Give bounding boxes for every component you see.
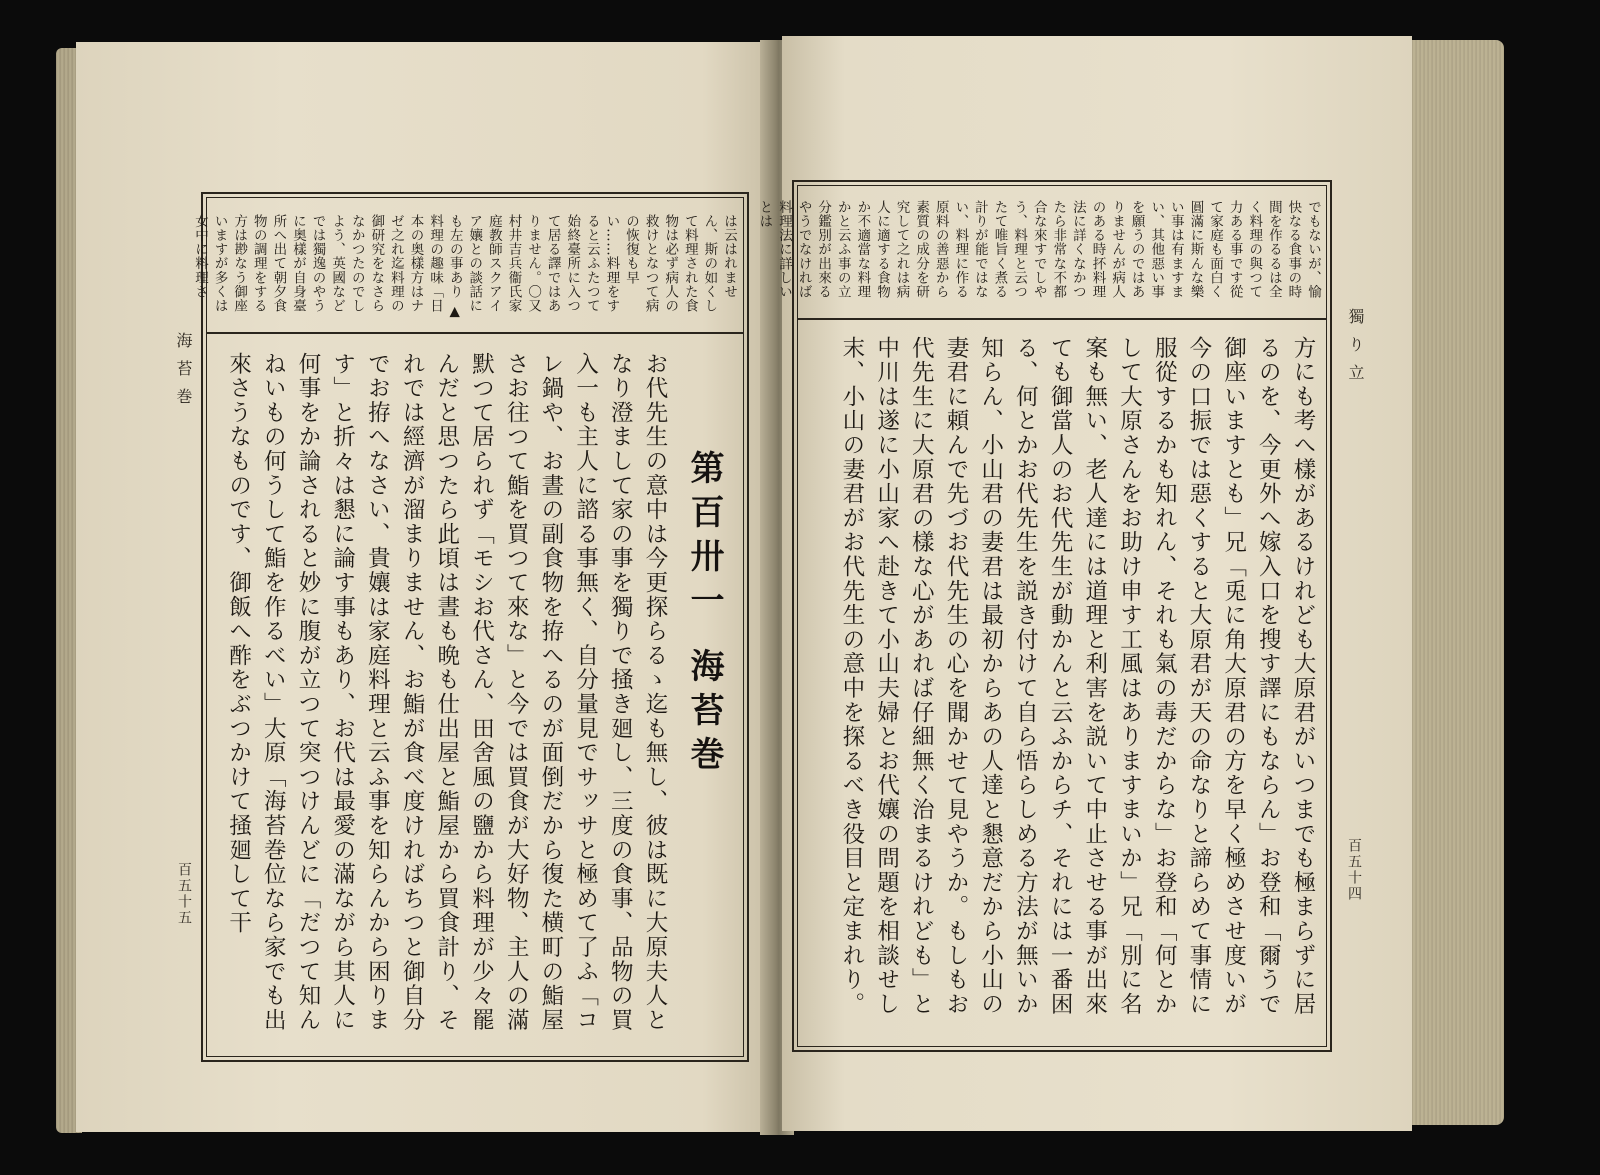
left-page [76, 42, 772, 1132]
right-notes-text: でもないが、愉快なる食事の時間を作るるは全く料理の與つて力ある事です從て家庭も面白く圓滿に斯んな樂い事は有ますまい、其他惡い事を願うのではありませんが病人のある時抔料理法に詳くなかつたら非常な不都合な來すでしやう、料理と云つたて唯旨く煮る計りが能ではない、料理に作る原料の善惡から素質の成分を研究して之れは病人に適する食物か不適當な料理かと云ふ事の立分鑑別が出來るやうでなければ料理法に詳しいとは [756, 200, 1321, 299]
right-notes-divider [797, 318, 1327, 320]
right-running-title: 獨り立 [1346, 308, 1365, 392]
left-notes-text: は云はれません、斯の如くして料理された食物は必ず病人の救けとなつて病の恢復も早い……料理をすると云ふたつて始終臺所に入つて居る譯ではありません。〇又村井吉兵衞氏家庭教師スクアイア孃との談話にも左の事あり ▲料理の趣味「日本の奥樣方はナゼ之れ迄料理の御研究をなさらなかつたのでしよう、英國などでは獨逸のやうに奥樣が自身臺所へ出て朝夕食物の調理をする方は尠なう御座いますが多くは女中に料理さ [191, 214, 737, 321]
left-running-title: 海苔巻 [174, 332, 193, 416]
left-notes-divider [206, 332, 744, 334]
right-page-number: 百五十四 [1346, 838, 1362, 902]
left-page-number: 百五十五 [176, 862, 192, 926]
right-body-text: 方にも考へ樣があるけれども大原君がいつまでも極まらずに居るのを、今更外へ嫁入口を搜す譯にもならん」お登和「爾うで御座いますとも」兄「兎に角大原君の方を早く極めさせ度いが今の口振では惡くすると大原君が天の命なりと諦らめて事情に服從するかも知れん、それも氣の毒だからな」お登和「何とかして大原さんをお助け申す工風はありますまいか」兄「別に名案も無い、老人達には道理と利害を説いて中止させる事が出來ても御當人のお代先生が動かんと云ふからチ、それには一番困る、何とかお代先生を説き付けて自ら悟らしめる方法が無いか知らん、小山君の妻君は最初からあの人達と懇意だから小山の妻君に頼んで先づお代先生の心を聞かせて見やうか。もしもお代先生に大原君の樣な心があれば仔細無く治まるけれども」と中川は遂に小山家へ赴きて小山夫婦とお代孃の問題を相談せし末、小山の妻君がお代先生の意中を探るべき役目と定まれり。 [838, 336, 1316, 1017]
right-page-edges [1408, 40, 1504, 1125]
right-page [756, 36, 1412, 1131]
left-body-text: お代先生の意中は今更探らるゝ迄も無し、彼は既に大原夫人となり澄まして家の事を獨りで掻き廻し、三度の食事、品物の買入一も主人に諮る事無く、自分量見でサッサと極めて了ふ「コレ鍋や、お晝の副食物を拵へるのが面倒だから復た横町の鮨屋さお往つて鮨を買つて來な」と今では買食が大好物、主人の滿默つて居られず「モシお代さん、田舍風の鹽から料理が少々罷んだと思つたら此頃は晝も晩も仕出屋と鮨屋から買食計り、それでは經濟が溜まりません、お鮨が食べ度ければちつと御自分でお拵へなさい、貴孃は家庭料理と云ふ事を知らんから困ります」と折々は懇に論す事もあり、お代は最愛の滿ながら其人に何事をか論されると妙に腹が立つて突つけんどに「だつて知んねいもの何うして鮨を作るべい」大原「海苔巻位なら家でも出來さうなものです、御飯へ酢をぶつかけて掻廻して干 [225, 352, 668, 1033]
chapter-title: 第百卅一 海苔巻 [684, 450, 724, 780]
